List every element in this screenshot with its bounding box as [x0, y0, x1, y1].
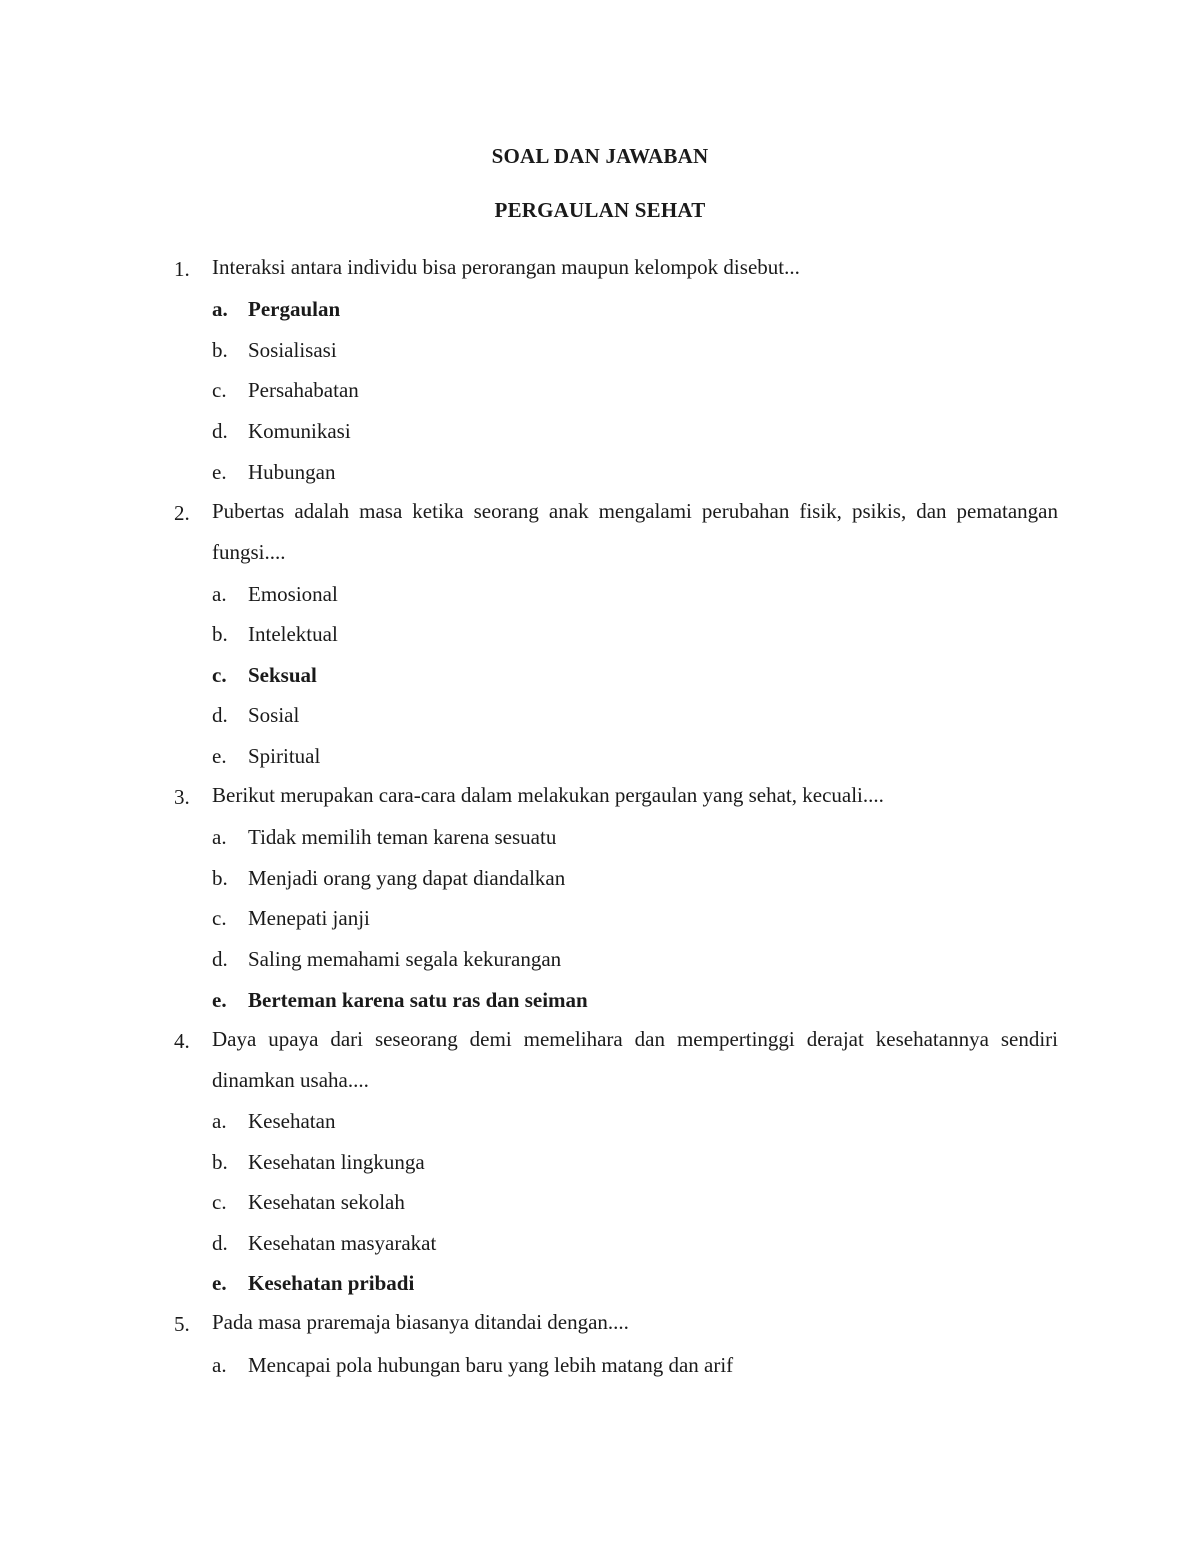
option-letter: d. — [212, 1231, 228, 1255]
option-letter: a. — [212, 1109, 227, 1133]
question-number: 4. — [174, 1029, 190, 1053]
option-text: Kesehatan pribadi — [248, 1271, 415, 1295]
option-letter: e. — [212, 1271, 227, 1295]
option-letter: a. — [212, 582, 227, 606]
option-text: Persahabatan — [248, 378, 359, 402]
question-number: 3. — [174, 785, 190, 809]
option-text: Kesehatan sekolah — [248, 1190, 405, 1214]
option-text: Kesehatan lingkunga — [248, 1150, 425, 1174]
option-letter: b. — [212, 866, 228, 890]
question-text: Berikut merupakan cara-cara dalam melakukan pergaulan yang sehat, kecuali.... — [212, 783, 884, 807]
option — [212, 1109, 335, 1134]
option-letter: e. — [212, 460, 227, 484]
question-number: 1. — [174, 257, 190, 281]
option-text: Pergaulan — [248, 297, 341, 321]
document-subtitle: PERGAULAN SEHAT — [494, 198, 706, 222]
option — [212, 1353, 733, 1378]
option-text: Tidak memilih teman karena sesuatu — [248, 825, 557, 849]
option-answer — [212, 988, 588, 1013]
option-letter: b. — [212, 338, 228, 362]
option-text: Intelektual — [248, 622, 338, 646]
question-number: 5. — [174, 1312, 190, 1336]
option — [212, 419, 351, 444]
option-text: Spiritual — [248, 744, 321, 768]
option-letter: b. — [212, 622, 228, 646]
option-text: Komunikasi — [248, 419, 351, 443]
option-letter: c. — [212, 906, 227, 930]
option-text: Sosialisasi — [248, 338, 337, 362]
option-letter: a. — [212, 297, 228, 321]
option — [212, 947, 561, 972]
option-letter: d. — [212, 703, 228, 727]
option-letter: c. — [212, 1190, 227, 1214]
option — [212, 378, 359, 403]
option-text: Saling memahami segala kekurangan — [248, 947, 562, 971]
option — [212, 825, 556, 850]
question-text: Daya upaya dari seseorang demi memelihara dan mempertinggi derajat kesehatannya sendiri dinamkan usaha.... — [212, 1027, 1058, 1092]
option — [212, 622, 338, 647]
option — [212, 582, 338, 607]
question-number: 2. — [174, 501, 190, 525]
option-letter: d. — [212, 947, 228, 971]
option — [212, 1150, 425, 1175]
option-letter: c. — [212, 663, 227, 687]
option-letter: a. — [212, 825, 227, 849]
option — [212, 460, 336, 485]
option-text: Kesehatan masyarakat — [248, 1231, 437, 1255]
option-text: Mencapai pola hubungan baru yang lebih matang dan arif — [248, 1353, 734, 1377]
option-text: Emosional — [248, 582, 338, 606]
option-text: Hubungan — [248, 460, 336, 484]
option — [212, 906, 370, 931]
option-letter: e. — [212, 744, 227, 768]
question-text: Pubertas adalah masa ketika seorang anak mengalami perubahan fisik, psikis, dan pematangan fungsi.... — [212, 499, 1058, 564]
option — [212, 703, 299, 728]
option-letter: e. — [212, 988, 227, 1012]
option-answer — [212, 663, 317, 688]
option-text: Berteman karena satu ras dan seiman — [248, 988, 588, 1012]
document-title: SOAL DAN JAWABAN — [491, 144, 709, 168]
option-answer — [212, 1271, 414, 1296]
option-text: Menjadi orang yang dapat diandalkan — [248, 866, 566, 890]
option-letter: b. — [212, 1150, 228, 1174]
option — [212, 1190, 405, 1215]
question-text: Pada masa praremaja biasanya ditandai dengan.... — [212, 1310, 629, 1334]
question-text: Interaksi antara individu bisa perorangan maupun kelompok disebut... — [212, 255, 800, 279]
option-letter: a. — [212, 1353, 227, 1377]
option-answer — [212, 297, 340, 322]
option-text: Seksual — [248, 663, 317, 687]
option — [212, 866, 565, 891]
option — [212, 744, 320, 769]
option-text: Menepati janji — [248, 906, 370, 930]
option-letter: d. — [212, 419, 228, 443]
option-letter: c. — [212, 378, 227, 402]
option-text: Kesehatan — [248, 1109, 336, 1133]
option — [212, 338, 337, 363]
option — [212, 1231, 436, 1256]
option-text: Sosial — [248, 703, 300, 727]
